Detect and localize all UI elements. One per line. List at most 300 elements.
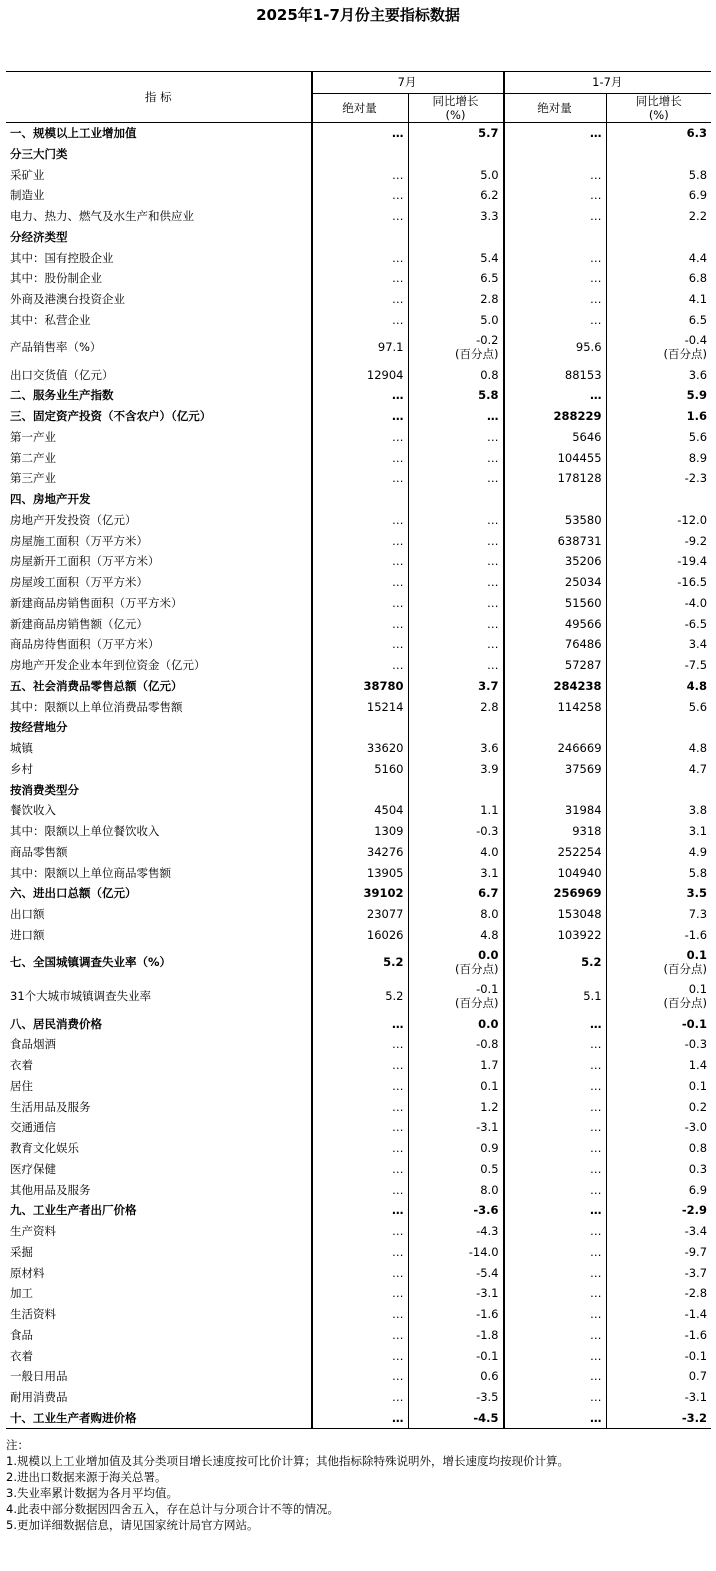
value-month-abs: … (311, 613, 408, 634)
value-ytd-yoy: 5.6 (606, 427, 711, 448)
header-abs-month (311, 93, 408, 122)
value-month-yoy: … (408, 510, 503, 531)
row-label: 采掘 (10, 1244, 33, 1259)
value-month-abs: … (311, 247, 408, 268)
value-month-abs: 1309 (311, 821, 408, 842)
table-row (6, 530, 711, 551)
footnote-line: 2.进出口数据来源于海关总署。 (6, 1470, 167, 1484)
value-ytd-abs: 288229 (503, 406, 606, 427)
table-row (6, 468, 711, 489)
table-row (6, 1345, 711, 1366)
table-row (6, 268, 711, 289)
value-unit-note: (百分点) (455, 347, 499, 362)
table-row (6, 122, 711, 143)
value-ytd-yoy: 3.8 (606, 800, 711, 821)
value-month-abs: … (311, 289, 408, 310)
value-ytd-abs: 284238 (503, 676, 606, 697)
value-month-abs: … (311, 1076, 408, 1097)
value-month-abs: … (311, 572, 408, 593)
value-ytd-yoy (606, 717, 711, 738)
value-ytd-abs: … (503, 122, 606, 143)
row-label: 二、服务业生产指数 (10, 388, 114, 403)
value-ytd-abs: 252254 (503, 842, 606, 863)
value-ytd-abs: … (503, 385, 606, 406)
value-month-yoy: -3.5 (408, 1387, 503, 1408)
value-ytd-abs: … (503, 1096, 606, 1117)
value-ytd-abs: … (503, 289, 606, 310)
row-label: 外商及港澳台投资企业 (10, 292, 125, 307)
value-month-abs: 5160 (311, 759, 408, 780)
table-row (6, 1138, 711, 1159)
value-month-yoy: -0.1 (408, 1345, 503, 1366)
row-label: 第一产业 (10, 429, 56, 444)
value-ytd-abs: 31984 (503, 800, 606, 821)
row-label: 衣着 (10, 1058, 33, 1073)
value-ytd-yoy: -6.5 (606, 613, 711, 634)
row-label: 四、房地产开发 (10, 492, 91, 507)
value-month-abs (311, 227, 408, 248)
table-row (6, 904, 711, 925)
value-ytd-yoy (606, 330, 711, 364)
value-ytd-abs: 178128 (503, 468, 606, 489)
value-ytd-abs: 246669 (503, 738, 606, 759)
value-month-yoy: 8.0 (408, 904, 503, 925)
table-row (6, 634, 711, 655)
value-ytd-yoy: 0.7 (606, 1366, 711, 1387)
row-label: 分经济类型 (10, 229, 68, 244)
value-month-abs: … (311, 385, 408, 406)
value-ytd-yoy: 4.8 (606, 676, 711, 697)
value-month-yoy: 3.9 (408, 759, 503, 780)
footnote-line: 注： (6, 1438, 29, 1452)
value-month-abs: … (311, 310, 408, 331)
value-month-abs: 34276 (311, 842, 408, 863)
value-ytd-yoy: 6.8 (606, 268, 711, 289)
value-month-abs: … (311, 1366, 408, 1387)
value-month-abs: … (311, 655, 408, 676)
row-label: 其中：限额以上单位餐饮收入 (10, 824, 160, 839)
value-ytd-abs: 103922 (503, 925, 606, 946)
value-month-abs: … (311, 1179, 408, 1200)
value-ytd-abs: 95.6 (503, 330, 606, 364)
value-ytd-yoy: 5.9 (606, 385, 711, 406)
value-ytd-abs: … (503, 185, 606, 206)
table-row (6, 164, 711, 185)
header-yoy-unit: (%) (445, 107, 466, 122)
value-ytd-abs (503, 227, 606, 248)
row-label: 九、工业生产者出厂价格 (10, 1203, 137, 1218)
value-month-yoy: 1.2 (408, 1096, 503, 1117)
row-label: 第三产业 (10, 471, 56, 486)
value-ytd-yoy: -9.7 (606, 1242, 711, 1263)
header-group-month: 7月 (311, 72, 503, 94)
header-abs-label: 绝对量 (537, 100, 572, 115)
value-month-yoy: 5.0 (408, 164, 503, 185)
table-row (6, 144, 711, 165)
value-ytd-abs: 5.1 (503, 979, 606, 1013)
value-ytd-abs: … (503, 1304, 606, 1325)
value-month-yoy: 5.7 (408, 122, 503, 143)
value-month-abs: … (311, 122, 408, 143)
value-month-abs: 97.1 (311, 330, 408, 364)
value-ytd-yoy (606, 979, 711, 1013)
row-label: 电力、热力、燃气及水生产和供应业 (10, 209, 194, 224)
row-label: 新建商品房销售面积（万平方米） (10, 595, 183, 610)
value-ytd-yoy: 1.6 (606, 406, 711, 427)
table-row (6, 800, 711, 821)
row-label: 按经营地分 (10, 720, 68, 735)
header-indicator: 指 标 (6, 72, 311, 123)
value-month-abs: … (311, 1013, 408, 1034)
footnotes (6, 1437, 711, 1533)
row-label: 产品销售率（%） (10, 340, 102, 355)
value-ytd-yoy: 4.1 (606, 289, 711, 310)
table-row (6, 247, 711, 268)
row-label: 生活资料 (10, 1307, 56, 1322)
value-ytd-abs: … (503, 1325, 606, 1346)
value-unit-note: (百分点) (455, 996, 499, 1011)
value-ytd-abs: 25034 (503, 572, 606, 593)
row-label: 商品零售额 (10, 844, 68, 859)
value-unit-note: (百分点) (663, 347, 708, 362)
table-row (6, 1408, 711, 1429)
table-row (6, 489, 711, 510)
table-row (6, 842, 711, 863)
table-row (6, 1117, 711, 1138)
value-ytd-abs (503, 489, 606, 510)
value-month-yoy (408, 144, 503, 165)
value-month-abs: 16026 (311, 925, 408, 946)
value-ytd-yoy: 0.1 (606, 1076, 711, 1097)
value-ytd-yoy: 7.3 (606, 904, 711, 925)
value-month-yoy: 0.5 (408, 1159, 503, 1180)
value-month-abs: … (311, 427, 408, 448)
value-ytd-abs: … (503, 1117, 606, 1138)
value-month-yoy: … (408, 468, 503, 489)
value-month-yoy (408, 489, 503, 510)
value-ytd-abs: 153048 (503, 904, 606, 925)
table-row (6, 1076, 711, 1097)
value-month-yoy (408, 717, 503, 738)
table-row (6, 945, 711, 979)
value-ytd-yoy: -7.5 (606, 655, 711, 676)
table-row (6, 406, 711, 427)
page-title: 2025年1-7月份主要指标数据 (256, 6, 460, 24)
value-month-yoy: -3.1 (408, 1117, 503, 1138)
header-yoy-label: 同比增长 (635, 93, 682, 108)
value-month-yoy: 4.0 (408, 842, 503, 863)
value-month-abs: 39102 (311, 883, 408, 904)
value-ytd-yoy: 6.5 (606, 310, 711, 331)
value-main: 0.1 (686, 948, 708, 963)
value-ytd-abs: 88153 (503, 364, 606, 385)
value-month-yoy: 8.0 (408, 1179, 503, 1200)
value-ytd-yoy: -0.3 (606, 1034, 711, 1055)
value-ytd-yoy: -19.4 (606, 551, 711, 572)
table-row (6, 330, 711, 364)
table-row (6, 979, 711, 1013)
value-ytd-yoy: -3.1 (606, 1387, 711, 1408)
footnote-line: 3.失业率累计数据为各月平均值。 (6, 1486, 178, 1500)
row-label: 一般日用品 (10, 1369, 68, 1384)
value-ytd-yoy: 2.2 (606, 206, 711, 227)
value-ytd-yoy (606, 144, 711, 165)
value-month-yoy (408, 945, 503, 979)
table-row (6, 676, 711, 697)
value-month-abs: … (311, 268, 408, 289)
value-ytd-abs: 53580 (503, 510, 606, 531)
table-row (6, 185, 711, 206)
table-row (6, 821, 711, 842)
row-label: 其中：私营企业 (10, 312, 91, 327)
value-ytd-yoy: -2.8 (606, 1283, 711, 1304)
row-label: 按消费类型分 (10, 782, 79, 797)
value-ytd-abs: … (503, 1408, 606, 1429)
indicator-table-body (6, 122, 711, 1429)
table-row (6, 1387, 711, 1408)
value-month-abs: … (311, 1387, 408, 1408)
value-month-abs: … (311, 185, 408, 206)
row-label: 食品烟酒 (10, 1037, 56, 1052)
table-row (6, 883, 711, 904)
value-month-yoy: 3.1 (408, 862, 503, 883)
value-month-yoy: -14.0 (408, 1242, 503, 1263)
value-month-yoy: 5.0 (408, 310, 503, 331)
row-label: 原材料 (10, 1265, 45, 1280)
header-abs-label: 绝对量 (342, 100, 377, 115)
value-month-abs (311, 489, 408, 510)
row-label: 食品 (10, 1327, 33, 1342)
value-month-abs: … (311, 1325, 408, 1346)
value-ytd-yoy: -2.3 (606, 468, 711, 489)
value-ytd-yoy: 8.9 (606, 447, 711, 468)
row-label: 乡村 (10, 761, 33, 776)
value-ytd-yoy: -0.1 (606, 1013, 711, 1034)
value-month-abs: 38780 (311, 676, 408, 697)
value-month-yoy: -4.3 (408, 1221, 503, 1242)
value-month-abs: 4504 (311, 800, 408, 821)
value-ytd-yoy: 4.7 (606, 759, 711, 780)
value-month-abs (311, 144, 408, 165)
value-month-abs: 33620 (311, 738, 408, 759)
row-label: 第二产业 (10, 450, 56, 465)
value-ytd-abs: 5.2 (503, 945, 606, 979)
value-month-yoy: -3.1 (408, 1283, 503, 1304)
value-ytd-yoy: -9.2 (606, 530, 711, 551)
value-month-abs: … (311, 406, 408, 427)
value-month-abs: … (311, 1242, 408, 1263)
value-unit-note: (百分点) (663, 996, 708, 1011)
value-ytd-abs: 49566 (503, 613, 606, 634)
table-row (6, 1304, 711, 1325)
table-row (6, 510, 711, 531)
value-main: -0.4 (684, 333, 708, 348)
value-month-yoy: 1.7 (408, 1055, 503, 1076)
value-month-yoy: 0.6 (408, 1366, 503, 1387)
value-month-yoy: -3.6 (408, 1200, 503, 1221)
value-month-yoy: 0.9 (408, 1138, 503, 1159)
value-ytd-abs: 104940 (503, 862, 606, 883)
row-label: 一、规模以上工业增加值 (10, 126, 137, 141)
value-month-yoy: … (408, 655, 503, 676)
table-row (6, 862, 711, 883)
value-ytd-abs: 9318 (503, 821, 606, 842)
value-month-yoy (408, 330, 503, 364)
value-month-abs: … (311, 1055, 408, 1076)
table-row (6, 779, 711, 800)
row-label: 医疗保健 (10, 1161, 56, 1176)
value-ytd-abs: 76486 (503, 634, 606, 655)
value-ytd-yoy: -0.1 (606, 1345, 711, 1366)
value-ytd-yoy: 6.3 (606, 122, 711, 143)
value-month-abs: … (311, 1304, 408, 1325)
value-month-yoy: 6.2 (408, 185, 503, 206)
row-label: 生活用品及服务 (10, 1099, 91, 1114)
header-yoy-label: 同比增长 (432, 93, 479, 108)
value-month-abs: … (311, 164, 408, 185)
table-row (6, 1242, 711, 1263)
value-month-yoy: … (408, 613, 503, 634)
footnote-line: 1.规模以上工业增加值及其分类项目增长速度按可比价计算；其他指标除特殊说明外，增长速度均按现价计算。 (6, 1454, 569, 1468)
row-label: 房屋竣工面积（万平方米） (10, 575, 148, 590)
value-ytd-yoy: 6.9 (606, 1179, 711, 1200)
value-ytd-abs: 114258 (503, 696, 606, 717)
value-month-yoy: 2.8 (408, 289, 503, 310)
row-label: 其中：限额以上单位商品零售额 (10, 865, 171, 880)
value-ytd-abs: … (503, 1055, 606, 1076)
value-month-yoy: 3.7 (408, 676, 503, 697)
value-month-yoy: 1.1 (408, 800, 503, 821)
table-row (6, 572, 711, 593)
row-label: 出口额 (10, 907, 45, 922)
row-label: 餐饮收入 (10, 803, 56, 818)
table-row (6, 593, 711, 614)
value-ytd-yoy (606, 779, 711, 800)
table-row (6, 1159, 711, 1180)
value-ytd-abs: 256969 (503, 883, 606, 904)
value-month-abs: … (311, 510, 408, 531)
table-row (6, 759, 711, 780)
table-row (6, 1366, 711, 1387)
value-month-yoy (408, 779, 503, 800)
table-row (6, 1283, 711, 1304)
value-ytd-yoy: 5.8 (606, 862, 711, 883)
row-label: 衣着 (10, 1348, 33, 1363)
value-ytd-abs: 104455 (503, 447, 606, 468)
value-month-abs: … (311, 551, 408, 572)
value-month-abs: … (311, 1345, 408, 1366)
value-ytd-abs: … (503, 1076, 606, 1097)
row-label: 商品房待售面积（万平方米） (10, 637, 160, 652)
value-ytd-yoy: -1.4 (606, 1304, 711, 1325)
value-month-abs: 13905 (311, 862, 408, 883)
value-month-yoy: -0.8 (408, 1034, 503, 1055)
value-ytd-yoy: -4.0 (606, 593, 711, 614)
table-row (6, 289, 711, 310)
row-label: 生产资料 (10, 1224, 56, 1239)
value-ytd-abs: … (503, 1242, 606, 1263)
value-month-yoy: 6.5 (408, 268, 503, 289)
value-ytd-abs: … (503, 1034, 606, 1055)
value-ytd-yoy (606, 945, 711, 979)
value-month-yoy: 3.3 (408, 206, 503, 227)
value-month-abs: … (311, 1096, 408, 1117)
footnote-line: 4.此表中部分数据因四舍五入，存在总计与分项合计不等的情况。 (6, 1502, 339, 1516)
value-month-yoy: … (408, 530, 503, 551)
value-ytd-abs: … (503, 1262, 606, 1283)
table-row (6, 613, 711, 634)
value-month-abs: … (311, 1034, 408, 1055)
value-ytd-yoy: -2.9 (606, 1200, 711, 1221)
value-month-abs: … (311, 1221, 408, 1242)
value-month-yoy (408, 227, 503, 248)
value-month-yoy: 5.4 (408, 247, 503, 268)
value-month-yoy: … (408, 447, 503, 468)
value-main: -0.1 (476, 982, 499, 997)
row-label: 房屋新开工面积（万平方米） (10, 554, 160, 569)
value-month-yoy: 6.7 (408, 883, 503, 904)
value-ytd-yoy: 4.4 (606, 247, 711, 268)
table-row (6, 655, 711, 676)
value-month-abs: … (311, 1200, 408, 1221)
value-ytd-yoy: 0.8 (606, 1138, 711, 1159)
table-row (6, 206, 711, 227)
value-ytd-abs: … (503, 310, 606, 331)
row-label: 耐用消费品 (10, 1390, 68, 1405)
value-ytd-abs: 5646 (503, 427, 606, 448)
table-row (6, 1179, 711, 1200)
value-month-abs: … (311, 1117, 408, 1138)
row-label: 十、工业生产者购进价格 (6, 1408, 311, 1429)
value-ytd-yoy: -16.5 (606, 572, 711, 593)
value-month-yoy: … (408, 593, 503, 614)
value-ytd-abs: 51560 (503, 593, 606, 614)
value-month-abs: 12904 (311, 364, 408, 385)
value-main: -0.2 (476, 333, 499, 348)
value-month-abs: … (311, 447, 408, 468)
table-row (6, 1325, 711, 1346)
value-month-abs: … (311, 593, 408, 614)
row-label: 其中：股份制企业 (10, 271, 102, 286)
value-month-yoy: … (408, 634, 503, 655)
row-label: 房屋施工面积（万平方米） (10, 533, 148, 548)
value-month-abs: 5.2 (311, 979, 408, 1013)
value-month-yoy: -4.5 (408, 1408, 503, 1429)
row-label: 新建商品房销售额（亿元） (10, 616, 148, 631)
row-label: 交通通信 (10, 1120, 56, 1135)
value-month-yoy: -1.8 (408, 1325, 503, 1346)
value-ytd-yoy: 4.8 (606, 738, 711, 759)
value-ytd-yoy (606, 489, 711, 510)
header-group-ytd: 1-7月 (503, 72, 711, 94)
value-month-abs: … (311, 1262, 408, 1283)
value-ytd-yoy: -3.2 (606, 1408, 711, 1429)
value-ytd-abs: 37569 (503, 759, 606, 780)
value-month-yoy: 0.0 (408, 1013, 503, 1034)
value-main: 0.1 (688, 982, 708, 997)
row-label: 出口交货值（亿元） (10, 367, 114, 382)
table-row (6, 427, 711, 448)
header-yoy-unit: (%) (648, 107, 669, 122)
value-ytd-abs: … (503, 206, 606, 227)
table-row (6, 310, 711, 331)
row-label: 采矿业 (10, 167, 45, 182)
value-month-abs: … (311, 1138, 408, 1159)
table-row (6, 925, 711, 946)
value-month-yoy: 5.8 (408, 385, 503, 406)
value-ytd-yoy: 0.3 (606, 1159, 711, 1180)
row-label: 七、全国城镇调查失业率（%） (10, 955, 172, 970)
